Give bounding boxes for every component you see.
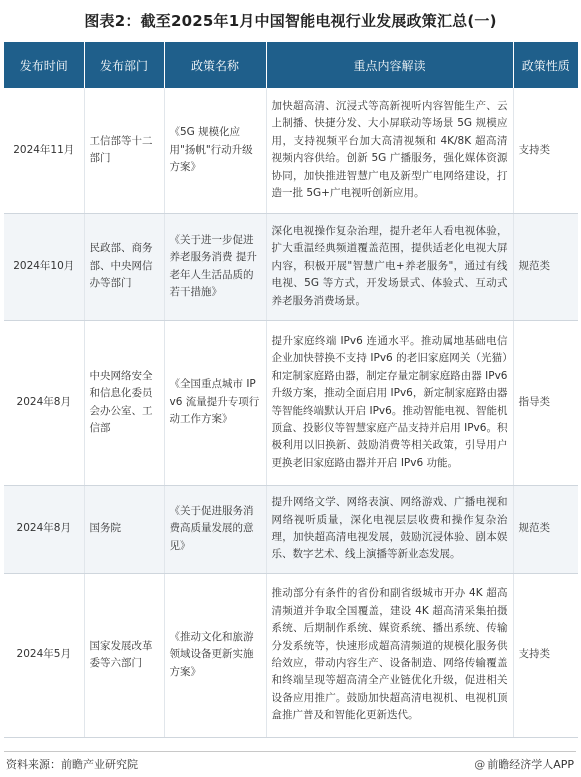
page-title: 图表2：截至2025年1月中国智能电视行业发展政策汇总(一) xyxy=(84,12,497,30)
cell-time: 2024年8月 xyxy=(4,485,84,573)
cell-policy-name: 《推动文化和旅游领域设备更新实施方案》 xyxy=(164,573,266,737)
cell-time: 2024年11月 xyxy=(4,88,84,213)
cell-nature: 支持类 xyxy=(513,88,578,213)
cell-dept: 工信部等十二部门 xyxy=(84,88,164,213)
header-content: 重点内容解读 xyxy=(266,42,513,88)
cell-nature: 规范类 xyxy=(513,213,578,320)
cell-time: 2024年5月 xyxy=(4,573,84,737)
table-row xyxy=(4,573,578,737)
at-sign: @ xyxy=(474,758,486,771)
footer xyxy=(4,751,576,773)
cell-nature: 支持类 xyxy=(513,573,578,737)
source-note: 资料来源：前瞻产业研究院 xyxy=(6,758,138,771)
table-header-row xyxy=(4,42,578,88)
cell-content: 推动部分有条件的省份和副省级城市开办 4K 超高清频道并争取全国覆盖，建设 4K 超高清采集拍摄系统、后期制作系统、媒资系统、播出系统、传输分发系统等，快速形成超高清频道的规模化服务供给效应，带动内容生产、设备制造、网络传输覆盖和终端呈现等超高清全产业链优化升级，促进相关设备应用推广。鼓励加快超高清电视机、电视机顶盒推广普及和智能化更新迭代。 xyxy=(266,573,513,737)
cell-dept: 民政部、商务部、中央网信办等部门 xyxy=(84,213,164,320)
cell-content: 深化电视操作复杂治理，提升老年人看电视体验，扩大重温经典频道覆盖范围，提供适老化电视大屏内容，积极开展"智慧广电+养老服务"，通过有线电视、5G 等方式，开发场景式、体验式、互动式养老服务消费场景。 xyxy=(266,213,513,320)
cell-dept: 国务院 xyxy=(84,485,164,573)
cell-time: 2024年8月 xyxy=(4,320,84,485)
cell-nature: 指导类 xyxy=(513,320,578,485)
header-name: 政策名称 xyxy=(164,42,266,88)
table-row xyxy=(4,320,578,485)
cell-policy-name: 《关于进一步促进养老服务消费 提升老年人生活品质的若干措施》 xyxy=(164,213,266,320)
table-row xyxy=(4,88,578,213)
cell-content: 提升家庭终端 IPv6 连通水平。推动属地基础电信企业加快替换不支持 IPv6 的老旧家庭网关（光猫）和定制家庭路由器，制定存量定制家庭路由器 IPv6 升级方案，推动全面启用 IPv6，新定制家庭路由器等智能终端默认开启 IPv6。推动智能电视、智能机顶盒、投影仪等智慧家庭产品支持并启用 IPv6。积极利用以旧换新、鼓励消费等相关政策，引导用户更换老旧家庭路由器并开启 IPv6 功能。 xyxy=(266,320,513,485)
header-dept: 发布部门 xyxy=(84,42,164,88)
brand-credit xyxy=(474,756,574,772)
cell-time: 2024年10月 xyxy=(4,213,84,320)
cell-dept: 中央网络安全和信息化委员会办公室、工信部 xyxy=(84,320,164,485)
cell-policy-name: 《关于促进服务消费高质量发展的意见》 xyxy=(164,485,266,573)
cell-dept: 国家发展改革委等六部门 xyxy=(84,573,164,737)
brand-name: 前瞻经济学人APP xyxy=(487,758,574,771)
policy-table xyxy=(4,42,578,738)
header-nature: 政策性质 xyxy=(513,42,578,88)
table-row xyxy=(4,213,578,320)
table-row xyxy=(4,485,578,573)
cell-policy-name: 《全国重点城市 IPv6 流量提升专项行动工作方案》 xyxy=(164,320,266,485)
cell-content: 提升网络文学、网络表演、网络游戏、广播电视和网络视听质量，深化电视层层收费和操作复杂治理，加快超高清电视发展，鼓励沉浸体验、剧本娱乐、数字艺术、线上演播等新业态发展。 xyxy=(266,485,513,573)
cell-nature: 规范类 xyxy=(513,485,578,573)
cell-content: 加快超高清、沉浸式等高新视听内容智能生产、云上制播、快捷分发、大小屏联动等场景 5G 规模应用，支持视频平台加大高清视频和 4K/8K 超高清视频内容供给。创新 5G 广播服务，强化媒体资源协同，加快推进智慧广电及新型广电网络建设，打造一批 5G+广电视听创新应用。 xyxy=(266,88,513,213)
cell-policy-name: 《5G 规模化应用"扬帆"行动升级方案》 xyxy=(164,88,266,213)
header-time: 发布时间 xyxy=(4,42,84,88)
